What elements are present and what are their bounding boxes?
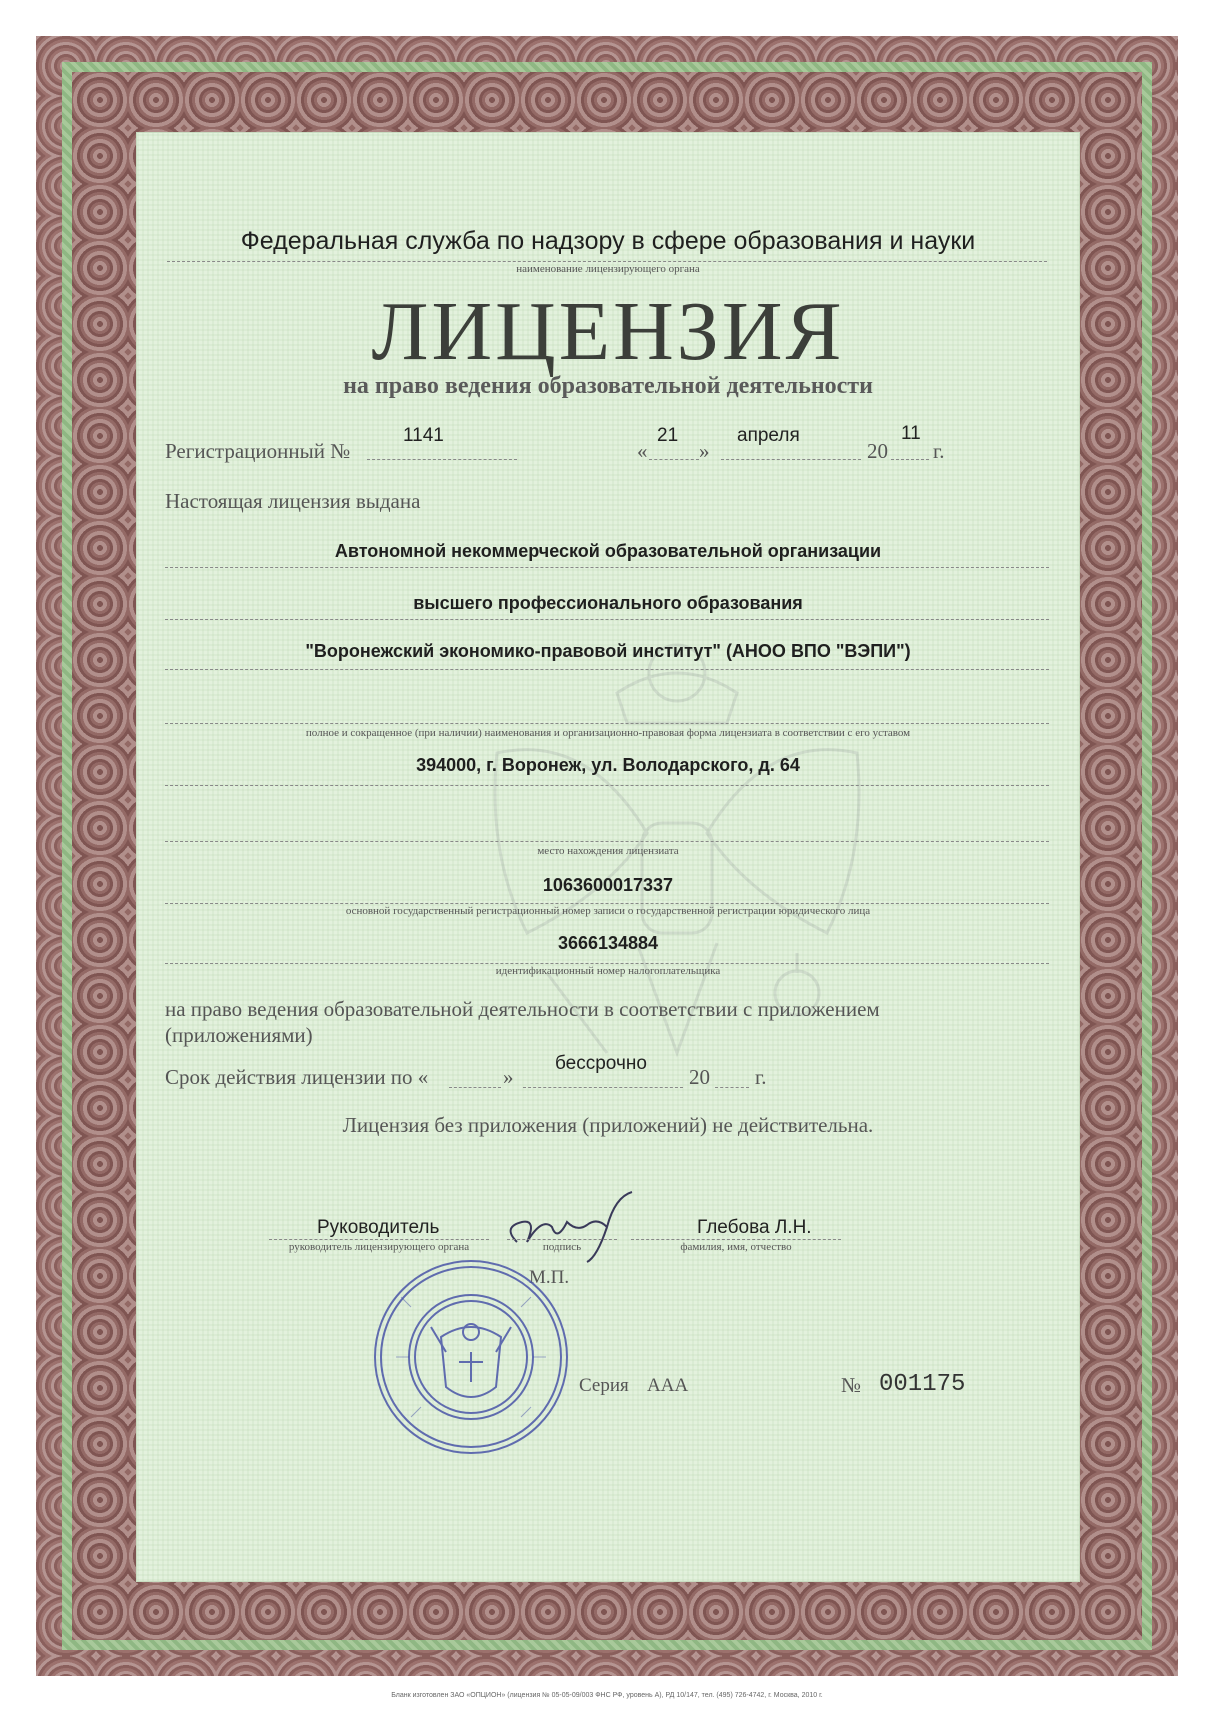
year-prefix: 20 bbox=[867, 439, 888, 463]
validity-close-quote: » bbox=[503, 1065, 514, 1089]
inn-value: 3666134884 bbox=[557, 933, 659, 953]
licensee-caption: полное и сокращенное (при наличии) наименования и организационно-правовая форма лицензиата в соответствии с его уставом bbox=[305, 727, 911, 739]
series-label: Серия bbox=[579, 1375, 629, 1396]
authority-caption: наименование лицензирующего органа bbox=[516, 263, 700, 275]
licensee-line-1: Автономной некоммерческой образовательной организации bbox=[334, 541, 882, 561]
licensee-underline-4 bbox=[165, 723, 1049, 724]
address-underline-2 bbox=[165, 841, 1049, 842]
licensee-underline-3 bbox=[165, 669, 1049, 670]
signature-mark-icon bbox=[497, 1187, 667, 1267]
position-caption: руководитель лицензирующего органа bbox=[288, 1241, 470, 1253]
ogrn-value: 1063600017337 bbox=[542, 875, 674, 895]
inn-caption: идентификационный номер налогоплательщика bbox=[495, 965, 721, 977]
address-underline-1 bbox=[165, 785, 1049, 786]
authority-underline bbox=[167, 261, 1047, 262]
registration-number-line bbox=[367, 459, 517, 460]
registration-month: апреля bbox=[737, 425, 800, 446]
seal-place-label: М.П. bbox=[529, 1267, 570, 1288]
position-underline bbox=[269, 1239, 489, 1240]
validity-year-unit: г. bbox=[755, 1065, 767, 1089]
licensee-address: 394000, г. Воронеж, ул. Володарского, д. 64 bbox=[416, 755, 800, 775]
year-line bbox=[891, 459, 929, 460]
year-unit: г. bbox=[933, 439, 945, 463]
validity-month-line bbox=[523, 1087, 683, 1088]
invalid-without-appendix-notice: Лицензия без приложения (приложений) не действительна. bbox=[342, 1113, 874, 1137]
right-text-line-1: на право ведения образовательной деятельности в соответствии с приложением bbox=[165, 997, 880, 1021]
name-caption: фамилия, имя, отчество bbox=[680, 1241, 792, 1253]
validity-label: Срок действия лицензии по « bbox=[165, 1065, 429, 1089]
date-open-quote: « bbox=[637, 439, 648, 463]
day-line bbox=[649, 459, 699, 460]
validity-year-line bbox=[715, 1087, 749, 1088]
ogrn-caption: основной государственный регистрационный номер записи о государственной регистрации юридического лица bbox=[345, 905, 871, 917]
form-serial-number: 001175 bbox=[879, 1371, 966, 1398]
name-underline bbox=[631, 1239, 841, 1240]
validity-year-prefix: 20 bbox=[689, 1065, 710, 1089]
signer-name: Глебова Л.Н. bbox=[697, 1217, 812, 1238]
registration-year-suffix: 11 bbox=[901, 423, 921, 444]
license-paper bbox=[136, 132, 1080, 1582]
licensee-underline-1 bbox=[165, 567, 1049, 568]
date-close-quote: » bbox=[699, 439, 710, 463]
registration-day: 21 bbox=[657, 425, 679, 446]
issuing-authority-name: Федеральная служба по надзору в сфере образования и науки bbox=[240, 227, 976, 255]
licensee-underline-2 bbox=[165, 619, 1049, 620]
signature-caption: подпись bbox=[542, 1241, 582, 1253]
address-caption: место нахождения лицензиата bbox=[537, 845, 679, 857]
printer-imprint: Бланк изготовлен ЗАО «ОПЦИОН» (лицензия № 05-05-09/003 ФНС РФ, уровень А), РД 10/147, тел. (495) 726-4742, г. Москва, 2010 г. bbox=[391, 1692, 823, 1699]
validity-value: бессрочно bbox=[555, 1053, 647, 1074]
right-text-line-2: (приложениями) bbox=[165, 1023, 313, 1047]
registration-label: Регистрационный № bbox=[165, 439, 351, 463]
inn-underline bbox=[165, 963, 1049, 964]
official-seal-icon bbox=[371, 1257, 571, 1457]
registration-number: 1141 bbox=[403, 425, 444, 446]
issued-to-label: Настоящая лицензия выдана bbox=[165, 489, 421, 513]
licensee-line-2: высшего профессионального образования bbox=[413, 593, 803, 613]
validity-day-line bbox=[449, 1087, 501, 1088]
document-subtitle: на право ведения образовательной деятельности bbox=[343, 373, 873, 399]
licensee-line-3: "Воронежский экономико-правовой институт" (АНОО ВПО "ВЭПИ") bbox=[305, 641, 911, 661]
coat-of-arms-watermark-icon bbox=[467, 633, 887, 1103]
number-label: № bbox=[841, 1373, 862, 1397]
series-value: ААА bbox=[647, 1375, 689, 1396]
signer-position: Руководитель bbox=[317, 1217, 440, 1238]
signature-underline bbox=[507, 1239, 617, 1240]
ogrn-underline bbox=[165, 903, 1049, 904]
document-title: ЛИЦЕНЗИЯ bbox=[371, 285, 845, 378]
month-line bbox=[721, 459, 861, 460]
